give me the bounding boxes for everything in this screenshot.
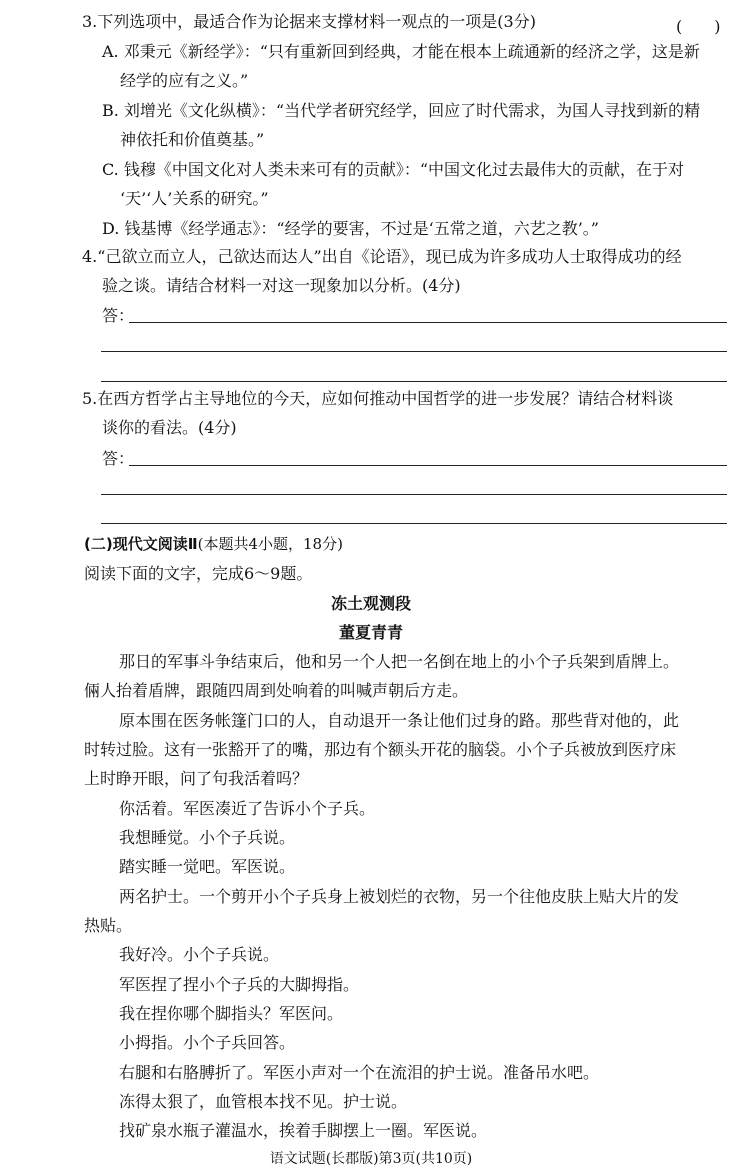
q3-option-c-line2: ‘天’‘人’关系的研究。”	[120, 189, 269, 208]
section-heading-detail: (本题共4小题，18分)	[197, 535, 343, 553]
q5-answer-line-2[interactable]	[101, 494, 727, 495]
story-line: 军医捏了捏小个子兵的大脚拇指。	[119, 975, 360, 994]
story-line: 原本围在医务帐篷门口的人，自动退开一条让他们过身的路。那些背对他的，此	[119, 711, 680, 730]
q4-answer-label: 答：	[102, 306, 135, 325]
q3-answer-parentheses: ( )	[676, 17, 721, 36]
q3-option-c-line1: C. 钱穆《中国文化对人类未来可有的贡献》：“中国文化过去最伟大的贡献，在于对	[102, 160, 685, 179]
q5-answer-line-1[interactable]	[129, 465, 727, 466]
section-instruction: 阅读下面的文字，完成6～9题。	[84, 564, 313, 583]
story-line: 小拇指。小个子兵回答。	[119, 1033, 296, 1052]
story-line: 冻得太狠了，血管根本找不见。护士说。	[119, 1092, 408, 1111]
story-line: 我想睡觉。小个子兵说。	[119, 828, 296, 847]
q4-answer-line-2[interactable]	[101, 351, 727, 352]
q4-answer-line-3[interactable]	[101, 381, 727, 382]
page-footer: 语文试题(长郡版)第3页(共10页)	[269, 1151, 473, 1167]
story-line: 上时睁开眼，问了句我活着吗？	[84, 769, 309, 788]
story-line: 两名护士。一个剪开小个子兵身上被划烂的衣物，另一个往他皮肤上贴大片的发	[119, 887, 680, 906]
q4-line1: 4.“己欲立而立人，己欲达而达人”出自《论语》，现已成为许多成功人士取得成功的经	[82, 247, 682, 266]
q4-line2: 验之谈。请结合材料一对这一现象加以分析。(4分)	[102, 276, 461, 295]
story-line: 那日的军事斗争结束后，他和另一个人把一名倒在地上的小个子兵架到盾牌上。	[119, 652, 680, 671]
story-line: 踏实睡一觉吧。军医说。	[119, 857, 296, 876]
q3-option-d: D. 钱基博《经学通志》：“经学的要害，不过是‘五常之道，六艺之教’。”	[102, 219, 599, 238]
q4-answer-line-1[interactable]	[129, 322, 727, 323]
q5-answer-line-3[interactable]	[101, 523, 727, 524]
story-title: 冻土观测段	[330, 594, 411, 613]
story-line: 我在捏你哪个脚指头？军医问。	[119, 1004, 344, 1023]
story-line: 时转过脸。这有一张豁开了的嘴，那边有个额头开花的脑袋。小个子兵被放到医疗床	[84, 740, 677, 759]
section-heading	[84, 537, 343, 552]
q3-option-b-line2: 神依托和价值奠基。”	[120, 130, 265, 149]
q5-line1: 5.在西方哲学占主导地位的今天，应如何推动中国哲学的进一步发展？请结合材料谈	[82, 389, 674, 408]
q5-line2: 谈你的看法。(4分)	[102, 418, 237, 437]
q5-answer-label: 答：	[102, 449, 135, 468]
story-line: 我好冷。小个子兵说。	[119, 945, 280, 964]
q3-stem: 3.下列选项中，最适合作为论据来支撑材料一观点的一项是(3分)	[82, 12, 536, 31]
q3-option-b-line1: B. 刘增光《文化纵横》：“当代学者研究经学，回应了时代需求，为国人寻找到新的精	[102, 101, 701, 120]
story-line: 倆人抬着盾牌，跟随四周到处响着的叫喊声朝后方走。	[84, 681, 469, 700]
q3-option-a-line2: 经学的应有之义。”	[120, 71, 249, 90]
section-heading-title: (二)现代文阅读Ⅱ	[84, 535, 198, 553]
story-line: 热贴。	[84, 916, 133, 935]
story-line: 找矿泉水瓶子灌温水，挨着手脚摆上一圈。军医说。	[119, 1121, 488, 1140]
story-line: 你活着。军医凑近了告诉小个子兵。	[119, 799, 376, 818]
story-author: 董夏青青	[338, 623, 403, 642]
story-line: 右腿和右胳膊折了。军医小声对一个在流泪的护士说。准备吊水吧。	[119, 1063, 600, 1082]
q3-option-a-line1: A. 邓秉元《新经学》：“只有重新回到经典，才能在根本上疏通新的经济之学，这是新	[102, 42, 700, 61]
